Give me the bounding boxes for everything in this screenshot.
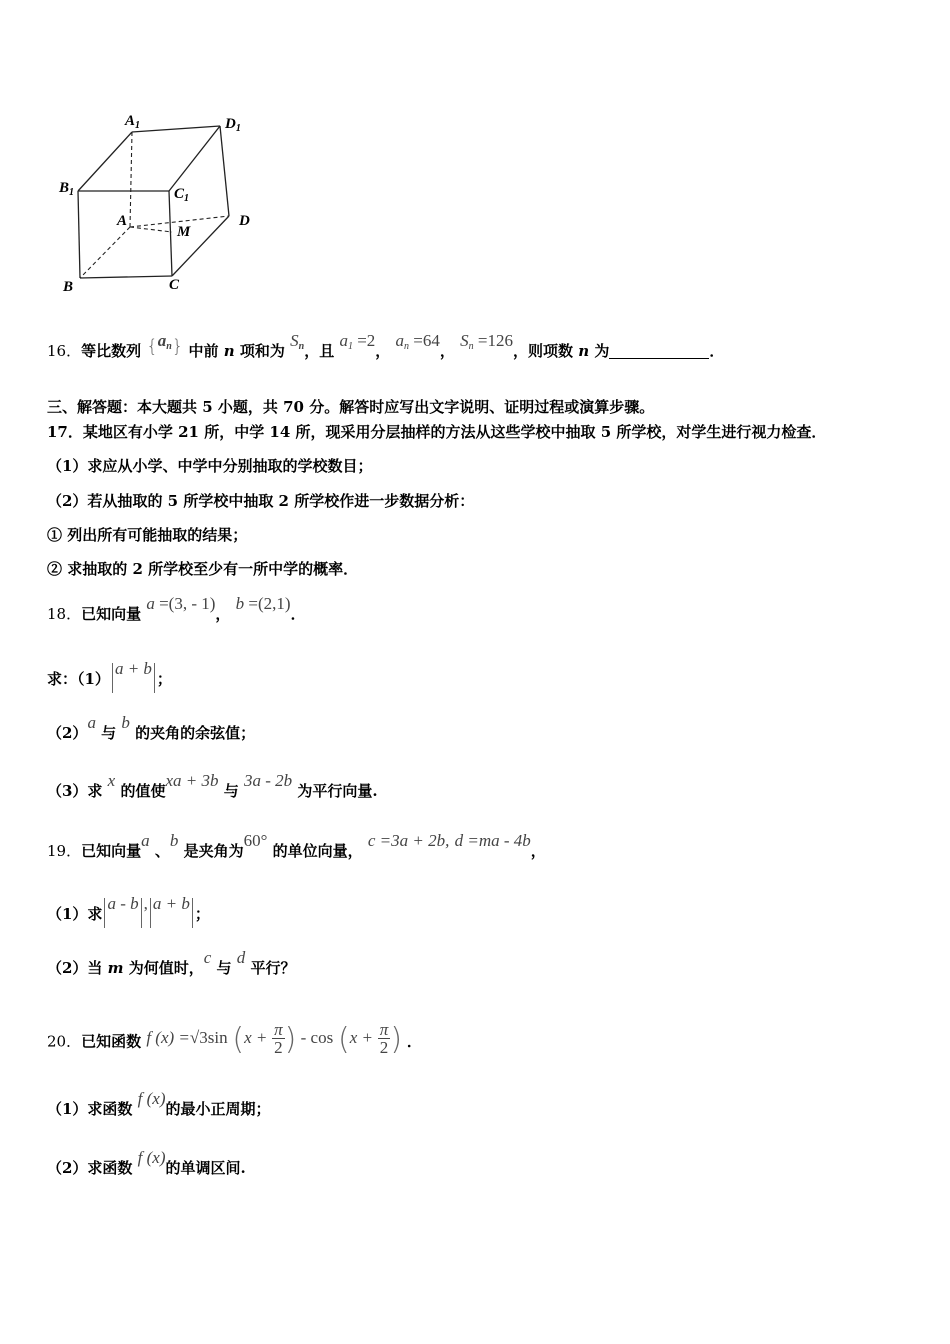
label-d: D [239,213,250,229]
question-19-part1: （1）求a - b , a + b； [47,898,210,928]
edge-a1-d1 [132,126,220,132]
label-d1: $D_1$ [225,116,241,134]
label-a1: $A_1$ [125,113,141,131]
question-17-choice2: ② 求抽取的 2 所学校至少有一所中学的概率． [47,560,359,578]
question-17-stem: 17．某地区有小学 21 所，中学 14 所，现采用分层抽样的方法从这些学校中抽取 5 所学校，对学生进行视力检查． [47,423,827,441]
question-17-part1: （1）求应从小学、中学中分别抽取的学校数目； [47,457,373,475]
question-17-choice1: ① 列出所有可能抽取的结果； [47,526,248,544]
edge-b1-a1 [78,132,132,191]
fraction-pi-over-2: $\frac{\pi}{2}$ [274,1020,283,1057]
edge-d1-d [220,126,229,216]
question-18-part1: 求：（1）a + b； [47,663,172,693]
label-b: B [63,279,74,295]
question-20-stem: 20．已知函数 f (x) =√3sin (x + $\frac{\pi}{2}$ ) - cos (x + $\frac{\pi}{2}$ ) ． [47,1020,422,1057]
section-3-title: 三、解答题：本大题共 5 小题，共 70 分。解答时应写出文字说明、证明过程或演算步骤。 [47,398,655,416]
label-c1: $C_1$ [174,186,190,204]
question-19-part2: （2）当 m 为何值时，c 与 d 平行？ [47,948,296,977]
edge-b-c [80,276,172,278]
question-18-stem: 18．已知向量 a =(3, - 1)， b =(2,1)． [47,594,306,623]
label-a: A [117,213,128,229]
question-20-part1: （1）求函数 f (x)的最小正周期； [47,1089,271,1118]
question-20-part2: （2）求函数 f (x)的单调区间. [47,1148,246,1177]
label-b1: $B_1$ [59,180,75,198]
cube-figure [55,105,275,305]
edge-a-b [80,227,130,278]
edge-c1-d1 [169,126,220,191]
edge-a1-a [130,132,132,227]
question-16: 16．等比数列 $\{a_n\}$ 中前 n 项和为 $S_n$，且 $a_1 =2$， $a_n =64$， $S_n =126$，则项数 n 为 ． [47,331,725,360]
sequence-notation: $\{a_n\}$ [146,331,184,357]
edge-a-m [130,227,172,232]
answer-blank[interactable] [609,344,709,359]
edge-c1-c [169,191,172,276]
question-17-part2: （2）若从抽取的 5 所学校中抽取 2 所学校作进一步数据分析： [47,492,475,510]
label-c: C [169,277,180,293]
question-19-stem: 19．已知向量a 、b 是夹角为60° 的单位向量， c =3a + 2b, d =ma - 4b， [47,831,546,860]
question-18-part2: （2）a 与 b 的夹角的余弦值； [47,713,256,742]
edge-b1-b [78,191,80,278]
fraction-pi-over-2: $\frac{\pi}{2}$ [379,1020,389,1057]
question-18-part3: （3）求 x 的值使xa + 3b 与 3a - 2b 为平行向量. [47,771,378,800]
label-m: M [177,224,191,240]
